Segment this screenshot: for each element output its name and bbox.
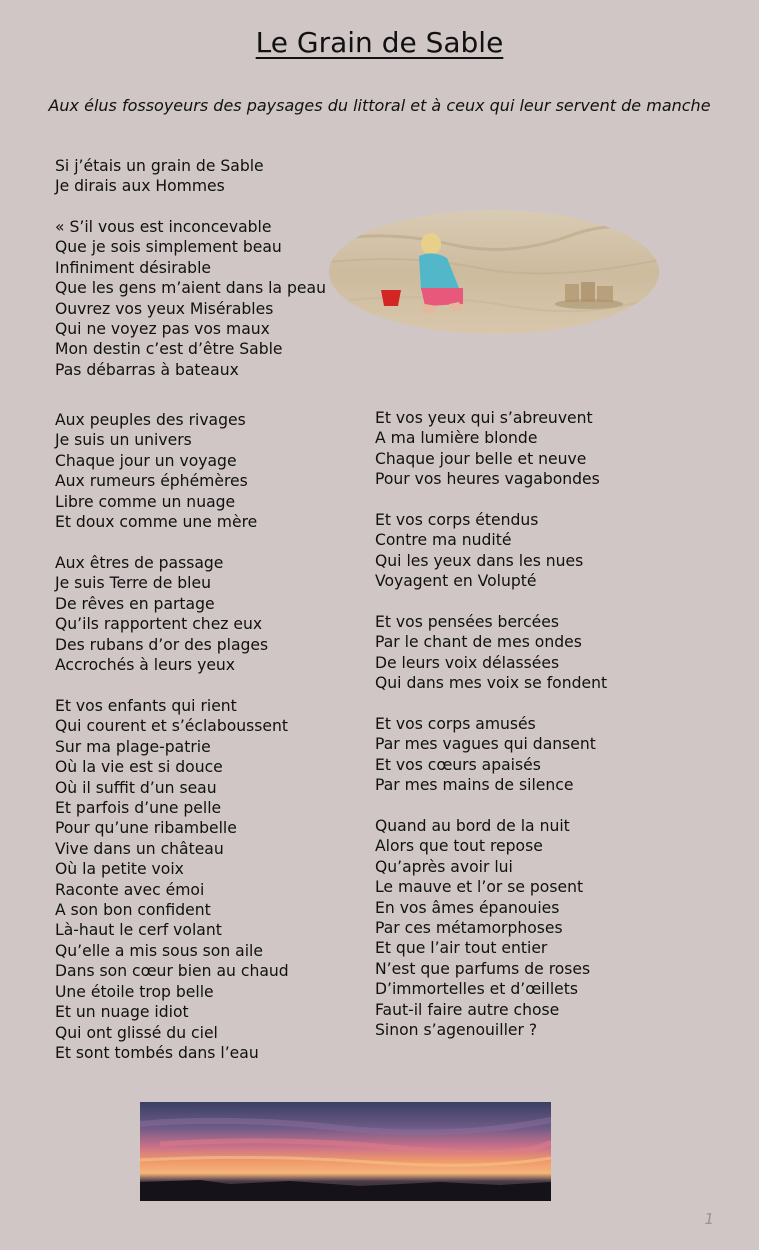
poem-line: Aux êtres de passage [55, 554, 224, 572]
poem-line: Et vos yeux qui s’abreuvent [375, 409, 593, 427]
poem-line: Accrochés à leurs yeux [55, 656, 236, 675]
poem-line: Par mes vagues qui dansent [375, 735, 596, 754]
poem-line: Qui courent et s’éclaboussent [55, 717, 289, 736]
poem-line: Le mauve et l’or se posent [375, 878, 584, 897]
poem-line: Où il suffit d’un seau [55, 778, 217, 797]
poem-line: Sinon s’agenouiller ? [375, 1021, 538, 1040]
poem-line: Alors que tout repose [375, 837, 543, 856]
poem-line: Infiniment désirable [55, 258, 211, 277]
poem-line: Raconte avec émoi [55, 880, 205, 899]
poem-line: Et parfois d’une pelle [55, 799, 222, 818]
poem-line: Qui ont glissé du ciel [55, 1023, 218, 1042]
dedication: Aux élus fossoyeurs des paysages du littoral et à ceux qui leur servent de manche [48, 96, 711, 115]
poem-line: Je suis Terre de bleu [55, 574, 211, 593]
poem-line: Pour qu’une ribambelle [55, 819, 237, 838]
poem-line: Pour vos heures vagabondes [375, 470, 600, 489]
poem-line: Qu’elle a mis sous son aile [55, 941, 263, 960]
stanza [375, 816, 590, 1040]
poem-line: Chaque jour belle et neuve [375, 449, 587, 468]
poem-line: Et vos corps amusés [375, 715, 536, 733]
poem-line: Que les gens m’aient dans la peau [55, 279, 326, 298]
poem-line: Chaque jour un voyage [55, 451, 237, 470]
poem-line: Mon destin c’est d’être Sable [55, 340, 283, 359]
poem-line: Et vos enfants qui rient [55, 697, 237, 715]
poem-line: D’immortelles et d’œillets [375, 980, 578, 999]
poem-line: En vos âmes épanouies [375, 898, 560, 917]
page-number: 1 [704, 1210, 714, 1228]
poem-line: Faut-il faire autre chose [375, 1000, 560, 1019]
stanza [375, 714, 596, 796]
poem-line: Qui ne voyez pas vos maux [55, 320, 270, 339]
poem-line: Des rubans d’or des plages [55, 635, 269, 654]
poem-line: Une étoile trop belle [55, 982, 214, 1001]
poem-line: Aux rumeurs éphémères [55, 472, 248, 491]
stanza [55, 156, 264, 197]
poem-line: Et un nuage idiot [55, 1003, 189, 1022]
poem-line: De rêves en partage [55, 594, 215, 613]
poem-line: De leurs voix délassées [375, 653, 560, 672]
poem-line: Vive dans un château [55, 839, 224, 858]
poem-line: Si j’étais un grain de Sable [55, 157, 264, 175]
poem-line: Et vos pensées bercées [375, 613, 559, 631]
poem-line: Que je sois simplement beau [55, 238, 282, 257]
poem-line: Je dirais aux Hommes [55, 177, 225, 196]
poem-line: Pas débarras à bateaux [55, 360, 239, 379]
poem-line: Et que l’air tout entier [375, 939, 548, 958]
poem-line: Qui dans mes voix se fondent [375, 674, 608, 693]
poem-line: Quand au bord de la nuit [375, 817, 570, 835]
stanza [375, 612, 607, 694]
poem-line: Dans son cœur bien au chaud [55, 962, 289, 981]
poem-line: Qu’après avoir lui [375, 857, 513, 876]
poem-line: Et doux comme une mère [55, 513, 258, 532]
poem-line: Aux peuples des rivages [55, 411, 246, 429]
stanza [55, 696, 289, 1063]
poem-line: A son bon confident [55, 901, 211, 920]
beach-child-photo [329, 210, 659, 334]
poem-line: Qu’ils rapportent chez eux [55, 615, 263, 634]
stanza [55, 410, 257, 532]
stanza [375, 510, 583, 592]
poem-line: Qui les yeux dans les nues [375, 551, 584, 570]
poem-line: Et vos cœurs apaisés [375, 755, 541, 774]
stanza [55, 553, 268, 675]
poem-line: Par le chant de mes ondes [375, 633, 582, 652]
poem-line: Par ces métamorphoses [375, 919, 563, 938]
poem-line: N’est que parfums de roses [375, 959, 591, 978]
poem-line: Là-haut le cerf volant [55, 921, 222, 940]
poem-line: Où la petite voix [55, 860, 184, 879]
sunset-photo [140, 1102, 551, 1201]
poem-line: Et vos corps étendus [375, 511, 539, 529]
stanza [375, 408, 600, 490]
poem-title: Le Grain de Sable [255, 26, 504, 59]
poem-line: Par mes mains de silence [375, 776, 574, 795]
poem-line: Libre comme un nuage [55, 492, 236, 511]
poem-line: « S’il vous est inconcevable [55, 218, 272, 236]
stanza [55, 217, 326, 380]
poem-line: A ma lumière blonde [375, 429, 538, 448]
poem-line: Contre ma nudité [375, 531, 512, 550]
poem-line: Voyagent en Volupté [375, 572, 537, 591]
poem-line: Sur ma plage-patrie [55, 737, 211, 756]
poem-line: Ouvrez vos yeux Misérables [55, 299, 274, 318]
poem-line: Et sont tombés dans l’eau [55, 1043, 259, 1062]
poem-line: Où la vie est si douce [55, 758, 223, 777]
poem-line: Je suis un univers [55, 431, 192, 450]
